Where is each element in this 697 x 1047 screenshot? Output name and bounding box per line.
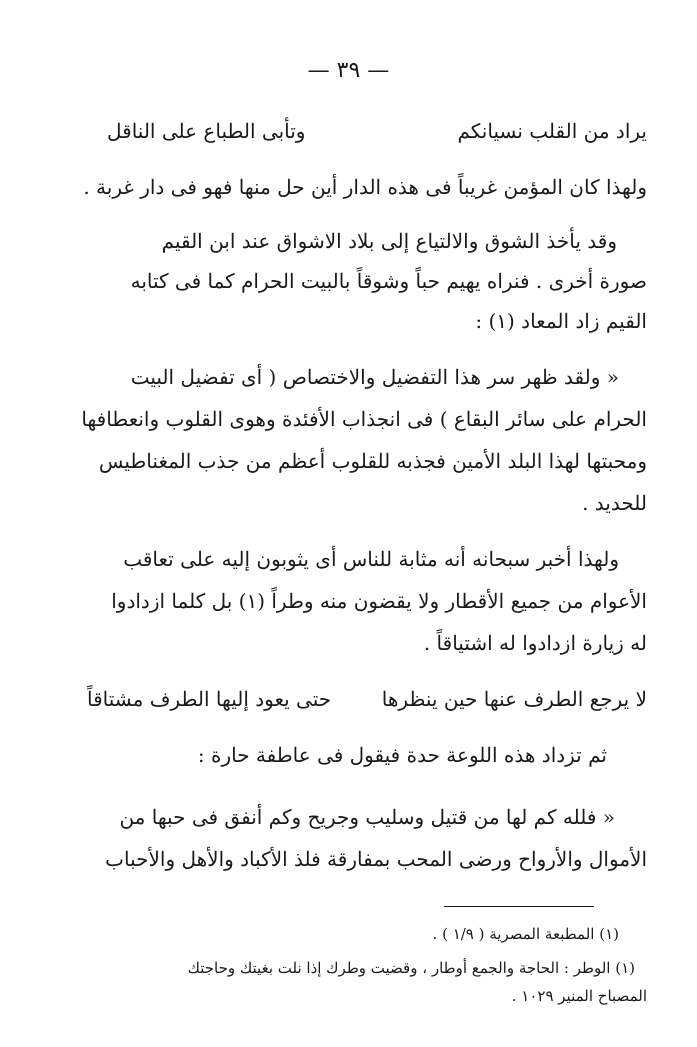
quote-line: الحرام على سائر البقاع ) فى انجذاب الأفئدة وهوى القلوب وانعطافها xyxy=(81,407,647,431)
quote-line: ولهذا أخبر سبحانه أنه مثابة للناس أى يثوبون إليه على تعاقب xyxy=(123,547,619,571)
quote-line: الأموال والأرواح ورضى المحب بمفارقة فلذ الأكباد والأهل والأحباب xyxy=(105,847,647,871)
text-line: ثم تزداد هذه اللوعة حدة فيقول فى عاطفة حارة : xyxy=(197,743,607,767)
text-line: وقد يأخذ الشوق والالتياع إلى بلاد الاشواق عند ابن القيم xyxy=(161,229,617,253)
verse-2 xyxy=(87,684,647,714)
footnote: (١) المطبعة المصرية ( ١/٩ ) . xyxy=(432,925,619,943)
footnote: المصباح المنير ١٠٢٩ . xyxy=(511,987,647,1005)
verse-2-first-hemistich: لا يرجع الطرف عنها حين ينظرها xyxy=(381,687,647,711)
quote-line: الأعوام من جميع الأقطار ولا يقضون منه وطراً (١) بل كلما ازدادوا xyxy=(111,589,647,613)
verse-1 xyxy=(107,116,647,146)
verse-1-first-hemistich: يراد من القلب نسيانكم xyxy=(457,119,647,143)
quote-line: « ولقد ظهر سر هذا التفضيل والاختصاص ( أى تفضيل البيت xyxy=(130,365,619,389)
page-number: — ٣٩ — xyxy=(307,58,390,83)
quote-line: « فلله كم لها من قتيل وسليب وجريح وكم أنفق فى حبها من xyxy=(119,805,615,829)
verse-2-second-hemistich: حتى يعود إليها الطرف مشتاقاً xyxy=(87,687,332,711)
quote-line: للحديد . xyxy=(582,491,647,515)
quote-line: له زيارة ازدادوا له اشتياقاً . xyxy=(423,631,647,655)
quote-line: ومحبتها لهذا البلد الأمين فجذبه للقلوب أعظم من جذب المغناطيس xyxy=(98,449,647,473)
text-line: ولهذا كان المؤمن غريباً فى هذه الدار أين حل منها فهو فى دار غربة . xyxy=(83,175,647,199)
footnote: (١) الوطر : الحاجة والجمع أوطار ، وقضيت وطرك إذا نلت بغيتك وحاجتك xyxy=(187,959,635,977)
text-line: صورة أخرى . فنراه يهيم حباً وشوقاً بالبيت الحرام كما فى كتابه xyxy=(130,269,647,293)
footnote-divider xyxy=(444,906,594,907)
text-line: القيم زاد المعاد (١) : xyxy=(475,309,647,333)
verse-1-second-hemistich: وتأبى الطباع على الناقل xyxy=(107,119,306,143)
